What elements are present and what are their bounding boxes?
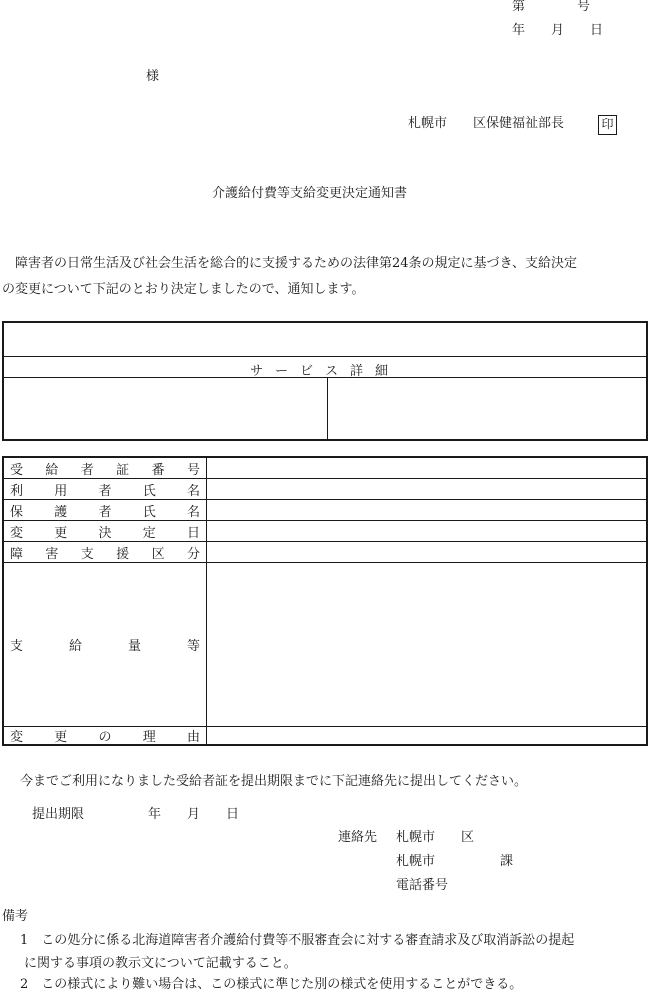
- label-char: 支: [80, 546, 94, 562]
- table-row: [4, 542, 646, 563]
- label-char: 名: [186, 483, 200, 499]
- label-char: 者: [98, 483, 112, 499]
- note-2: 2 この様式により難い場合は、この様式に準じた別の様式を使用することができる。: [20, 977, 523, 992]
- row-label-change-date: [10, 521, 200, 541]
- table-row: [4, 521, 646, 542]
- label-char: 由: [186, 730, 200, 745]
- document-title: 介護給付費等支給変更決定通知書: [212, 186, 408, 201]
- label-char: 分: [186, 546, 200, 562]
- intro-line-1: 障害者の日常生活及び社会生活を総合的に支援するための法律第24条の規定に基づき、支給決定: [15, 256, 578, 271]
- service-header: [4, 357, 646, 378]
- label-char: 者: [80, 462, 94, 478]
- note-1-line-1: 1 この処分に係る北海道障害者介護給付費等不服審査会に対する審査請求及び取消訴訟の提起: [20, 933, 575, 948]
- row-label-user-name: [10, 479, 200, 499]
- note-1-line-2: に関する事項の教示文について記載すること。: [24, 956, 297, 971]
- seal-stamp: 印: [598, 115, 617, 135]
- notes-heading: 備考: [2, 909, 29, 924]
- label-char: 定: [142, 525, 156, 541]
- contact-label: 連絡先: [338, 830, 378, 845]
- label-char: 害: [45, 546, 59, 562]
- service-left-field: [4, 378, 327, 439]
- label-char: 名: [186, 504, 200, 520]
- contact-ward: 札幌市 区: [396, 830, 475, 845]
- change-reason-value: [206, 727, 646, 744]
- return-notice: 今までご利用になりました受給者証を提出期限までに下記連絡先に提出してください。: [20, 774, 528, 789]
- contact-phone-label: 電話番号: [396, 878, 449, 893]
- label-char: 給: [45, 462, 59, 478]
- label-char: 支: [10, 639, 24, 654]
- label-char: 更: [54, 730, 68, 745]
- label-char: 用: [54, 483, 68, 499]
- table-row: [4, 727, 646, 744]
- document-number-label: 第 号: [512, 0, 591, 14]
- label-char: 給: [68, 639, 82, 654]
- deadline-date: 年 月 日: [148, 807, 240, 822]
- service-top-field: [4, 323, 646, 357]
- table-row: [4, 458, 646, 479]
- addressee-suffix: 様: [146, 69, 160, 84]
- table-row: [4, 563, 646, 727]
- support-category-value: [206, 542, 646, 562]
- guardian-name-value: [206, 500, 646, 520]
- label-char: 区: [151, 546, 165, 562]
- table-row: [4, 479, 646, 500]
- label-char: 保: [10, 504, 24, 520]
- supply-amount-value: [206, 563, 646, 726]
- intro-line-2: の変更について下記のとおり決定しましたので、通知します。: [2, 282, 365, 297]
- label-char: の: [98, 730, 112, 745]
- service-right-field: [328, 378, 646, 439]
- contact-section: 札幌市 課: [396, 854, 514, 869]
- label-char: 号: [186, 462, 200, 478]
- label-char: 受: [10, 462, 24, 478]
- label-char: 氏: [142, 483, 156, 499]
- label-char: 護: [54, 504, 68, 520]
- label-char: 援: [116, 546, 130, 562]
- label-char: 者: [98, 504, 112, 520]
- document-date-label: 年 月 日: [512, 23, 604, 38]
- label-char: 氏: [142, 504, 156, 520]
- label-char: 理: [142, 730, 156, 745]
- label-char: 日: [186, 525, 200, 541]
- label-char: 番: [151, 462, 165, 478]
- row-label-supply-amount: [10, 563, 200, 726]
- details-table: [2, 456, 648, 746]
- label-char: 利: [10, 483, 24, 499]
- intro-paragraph: [2, 251, 650, 303]
- row-label-guardian-name: [10, 500, 200, 520]
- service-header-label: サービス詳細: [249, 364, 400, 379]
- recipient-number-value: [206, 458, 646, 478]
- deadline-label: 提出期限: [32, 807, 85, 822]
- label-char: 更: [54, 525, 68, 541]
- service-detail-box: [2, 321, 648, 441]
- label-char: 変: [10, 730, 24, 745]
- label-char: 量: [127, 639, 141, 654]
- row-label-change-reason: [10, 727, 200, 744]
- row-label-recipient-number: [10, 458, 200, 478]
- row-label-support-category: [10, 542, 200, 562]
- issuer-name: 札幌市 区保健福祉部長: [408, 116, 565, 131]
- user-name-value: [206, 479, 646, 499]
- label-char: 等: [186, 639, 200, 654]
- change-date-value: [206, 521, 646, 541]
- label-char: 変: [10, 525, 24, 541]
- label-char: 証: [116, 462, 130, 478]
- label-char: 決: [98, 525, 112, 541]
- label-char: 障: [10, 546, 24, 562]
- table-row: [4, 500, 646, 521]
